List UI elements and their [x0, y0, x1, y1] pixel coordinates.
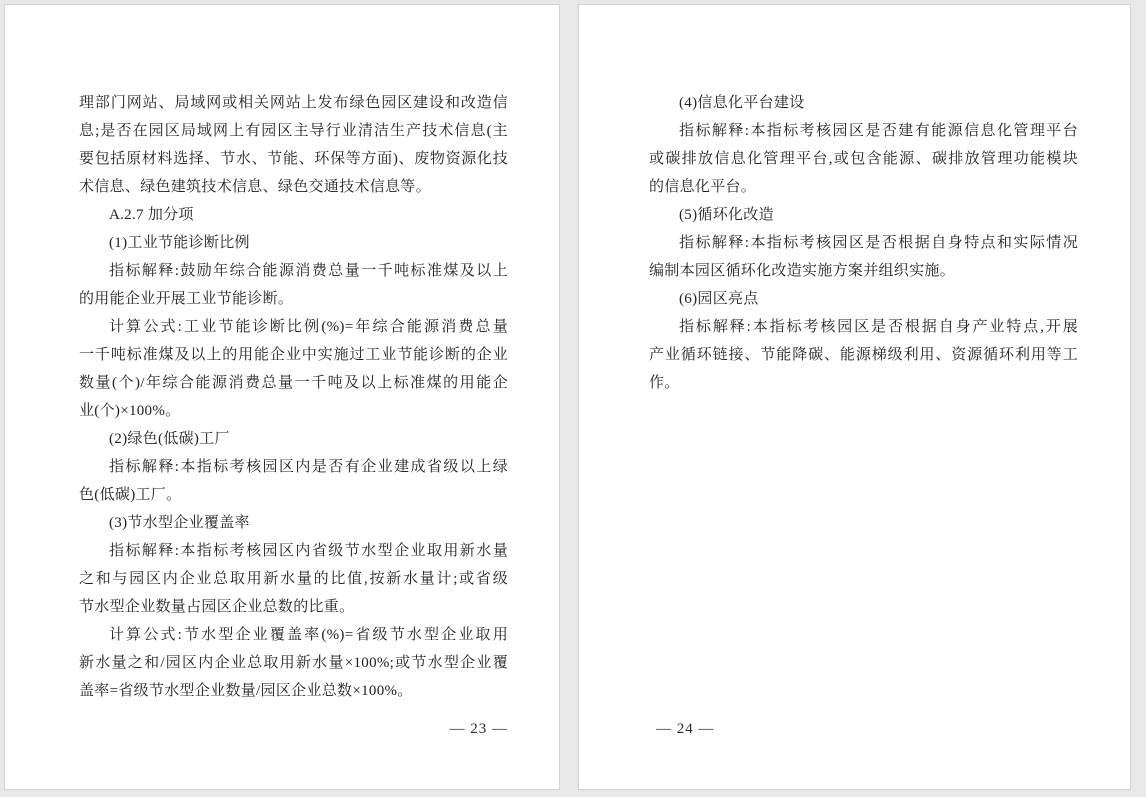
text-line: 的信息化平台。: [649, 179, 757, 195]
text-line: 指标解释:鼓励年综合能源消费总量一千吨标准煤及以上: [109, 263, 508, 279]
text-line: 计算公式:节水型企业覆盖率(%)=省级节水型企业取用: [109, 627, 508, 643]
text-line: 术信息、绿色建筑技术信息、绿色交通技术信息等。: [79, 179, 431, 195]
page-24: [578, 4, 1131, 790]
text-line: 编制本园区循环化改造实施方案并组织实施。: [649, 263, 956, 279]
text-line: 指标解释:本指标考核园区是否根据自身产业特点,开展: [679, 319, 1078, 335]
text-line: 作。: [649, 375, 680, 391]
text-line: (2)绿色(低碳)工厂: [109, 431, 230, 447]
text-line: 业(个)×100%。: [79, 403, 181, 419]
text-line: A.2.7 加分项: [109, 207, 194, 223]
text-line: 数量(个)/年综合能源消费总量一千吨及以上标准煤的用能企: [79, 375, 508, 391]
text-line: 指标解释:本指标考核园区内是否有企业建成省级以上绿: [109, 459, 508, 475]
text-line: 之和与园区内企业总取用新水量的比值,按新水量计;或省级: [79, 571, 508, 587]
text-line: 指标解释:本指标考核园区内省级节水型企业取用新水量: [109, 543, 508, 559]
text-line: 要包括原材料选择、节水、节能、环保等方面)、废物资源化技: [79, 151, 508, 167]
text-line: 的用能企业开展工业节能诊断。: [79, 291, 294, 307]
page-23: [4, 4, 560, 790]
text-line: (5)循环化改造: [679, 207, 774, 223]
text-line: 节水型企业数量占园区企业总数的比重。: [79, 599, 355, 615]
text-line: (3)节水型企业覆盖率: [109, 515, 250, 531]
text-line: 色(低碳)工厂。: [79, 487, 182, 503]
text-line: (4)信息化平台建设: [679, 95, 805, 111]
text-line: 产业循环链接、节能降碳、能源梯级利用、资源循环利用等工: [649, 347, 1078, 363]
page-23-number: — 23 —: [449, 721, 508, 737]
text-line: 一千吨标准煤及以上的用能企业中实施过工业节能诊断的企业: [79, 347, 508, 363]
text-line: 或碳排放信息化管理平台,或包含能源、碳排放管理功能模块: [649, 151, 1078, 167]
page-24-number: — 24 —: [656, 721, 715, 737]
page-24-text: [649, 89, 1078, 397]
text-line: (1)工业节能诊断比例: [109, 235, 250, 251]
text-line: 盖率=省级节水型企业数量/园区企业总数×100%。: [79, 683, 413, 699]
text-line: 新水量之和/园区内企业总取用新水量×100%;或节水型企业覆: [79, 655, 508, 671]
page-23-text: [79, 89, 508, 705]
text-line: 息;是否在园区局域网上有园区主导行业清洁生产技术信息(主: [79, 123, 508, 139]
text-line: (6)园区亮点: [679, 291, 759, 307]
text-line: 指标解释:本指标考核园区是否建有能源信息化管理平台: [679, 123, 1078, 139]
text-line: 计算公式:工业节能诊断比例(%)=年综合能源消费总量: [109, 319, 508, 335]
text-line: 指标解释:本指标考核园区是否根据自身特点和实际情况: [679, 235, 1078, 251]
text-line: 理部门网站、局域网或相关网站上发布绿色园区建设和改造信: [79, 95, 508, 111]
